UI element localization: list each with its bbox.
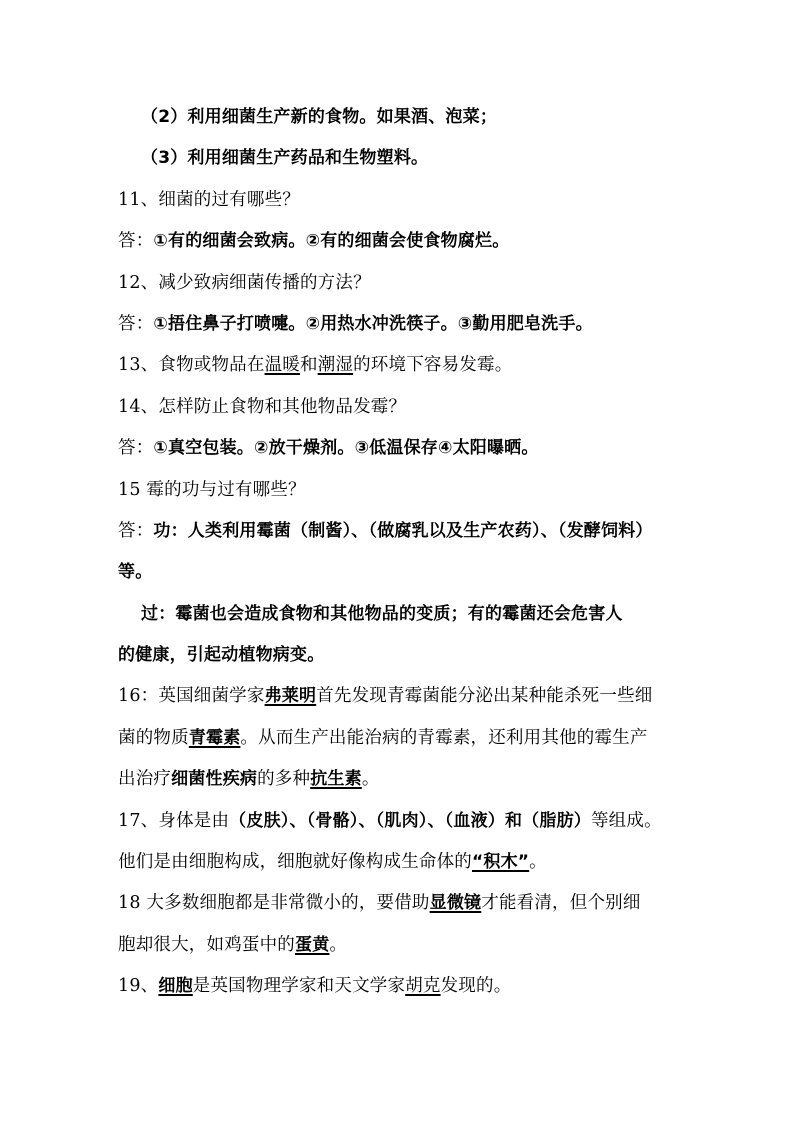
statement-17: [118, 805, 678, 846]
text: 。从而生产出能治病的青霉素，还利用其他的霉生产: [240, 727, 648, 748]
statement-16: [118, 680, 678, 721]
text: 。: [329, 934, 348, 955]
text: 16：英国细菌学家: [118, 686, 265, 707]
text: （2）利用细菌生产新的食物。如果酒、泡菜；: [141, 107, 498, 127]
key-term: 蛋黄: [295, 934, 330, 955]
text: 才能看清，但个别细: [481, 893, 641, 914]
answer-label: 答：: [118, 438, 154, 459]
list-item-bacteria-food: [118, 101, 678, 142]
text: 13、食物或物品在: [118, 355, 265, 376]
answer-14: [118, 432, 678, 473]
text: 的环境下容易发霉。: [353, 355, 513, 376]
document-page: [118, 101, 678, 1012]
answer-label: 答：: [118, 313, 154, 334]
key-term: 抗生素: [310, 769, 362, 790]
text: 出治疗: [118, 769, 172, 790]
question-14: [118, 391, 678, 432]
text: 胞却很大，如鸡蛋中的: [118, 934, 295, 955]
answer-12: [118, 308, 678, 349]
answer-label: 答：: [118, 520, 154, 541]
key-term: 青霉素: [188, 727, 241, 748]
statement-18-cont: [118, 929, 678, 970]
answer-11: [118, 225, 678, 266]
key-term: 显微镜: [429, 893, 482, 914]
text: 发现的。: [440, 976, 512, 997]
answer-15-merit-cont: [118, 556, 678, 597]
text: 18 大多数细胞都是非常微小的，要借助: [118, 893, 430, 914]
answer-text: ①真空包装。②放干燥剂。③低温保存④太阳曝晒。: [153, 438, 539, 459]
list-item-bacteria-medicine: [118, 142, 678, 183]
text: 等组成。: [590, 810, 662, 831]
answer-text: ①有的细菌会致病。②有的细菌会使食物腐烂。: [153, 231, 510, 252]
key-term: 细胞: [158, 976, 193, 997]
answer-15-merit: [118, 515, 678, 556]
question-12: [118, 267, 678, 308]
text: 14、怎样防止食物和其他物品发霉？: [118, 396, 407, 417]
text: 菌的物质: [118, 727, 189, 748]
answer-15-fault: [118, 598, 678, 639]
text: 12、减少致病细菌传播的方法？: [118, 272, 371, 293]
key-term: 弗莱明: [264, 686, 317, 707]
statement-16-cont: [118, 722, 678, 763]
key-term: “积木”: [472, 852, 530, 873]
answer-text: ①捂住鼻子打喷嚏。②用热水冲洗筷子。③勤用肥皂洗手。: [153, 313, 593, 334]
answer-label: 答：: [118, 231, 154, 252]
statement-17-cont: [118, 846, 678, 887]
answer-text: 的健康，引起动植物病变。: [118, 645, 325, 666]
statement-18: [118, 887, 678, 928]
text: 的多种: [257, 769, 311, 790]
question-15: [118, 474, 678, 515]
underlined-term: 温暖: [264, 355, 300, 376]
statement-13: [118, 349, 678, 390]
question-11: [118, 184, 678, 225]
text: 首先发现青霉菌能分泌出某种能杀死一些细: [316, 686, 653, 707]
text: 17、身体是由: [118, 810, 230, 831]
bold-term: 细菌性疾病: [171, 769, 258, 790]
text: 。: [361, 769, 380, 790]
text: 他们是由细胞构成，细胞就好像构成生命体的: [118, 852, 472, 873]
text: 15 霉的功与过有哪些？: [118, 479, 306, 500]
answer-text: 过：霉菌也会造成食物和其他物品的变质；有的霉菌还会危害人: [141, 603, 623, 624]
text: 19、: [118, 976, 159, 997]
text: 。: [529, 852, 547, 873]
bold-term: （皮肤）、（骨骼）、（肌肉）、（血液）和（脂肪）: [229, 810, 591, 831]
statement-19: [118, 970, 678, 1011]
answer-15-fault-cont: [118, 639, 678, 680]
text: （3）利用细菌生产药品和生物塑料。: [141, 148, 429, 169]
answer-text: 等。: [118, 562, 153, 583]
underlined-term: 潮湿: [317, 355, 354, 376]
text: 是英国物理学家和天文学家: [192, 976, 406, 997]
text: 11、细菌的过有哪些？: [118, 189, 300, 210]
answer-text: 功：人类利用霉菌（制酱）、（做腐乳以及生产农药）、（发酵饲料）: [153, 520, 653, 541]
text: 和: [299, 355, 318, 376]
underlined-term: 胡克: [405, 976, 441, 997]
statement-16-cont2: [118, 763, 678, 804]
